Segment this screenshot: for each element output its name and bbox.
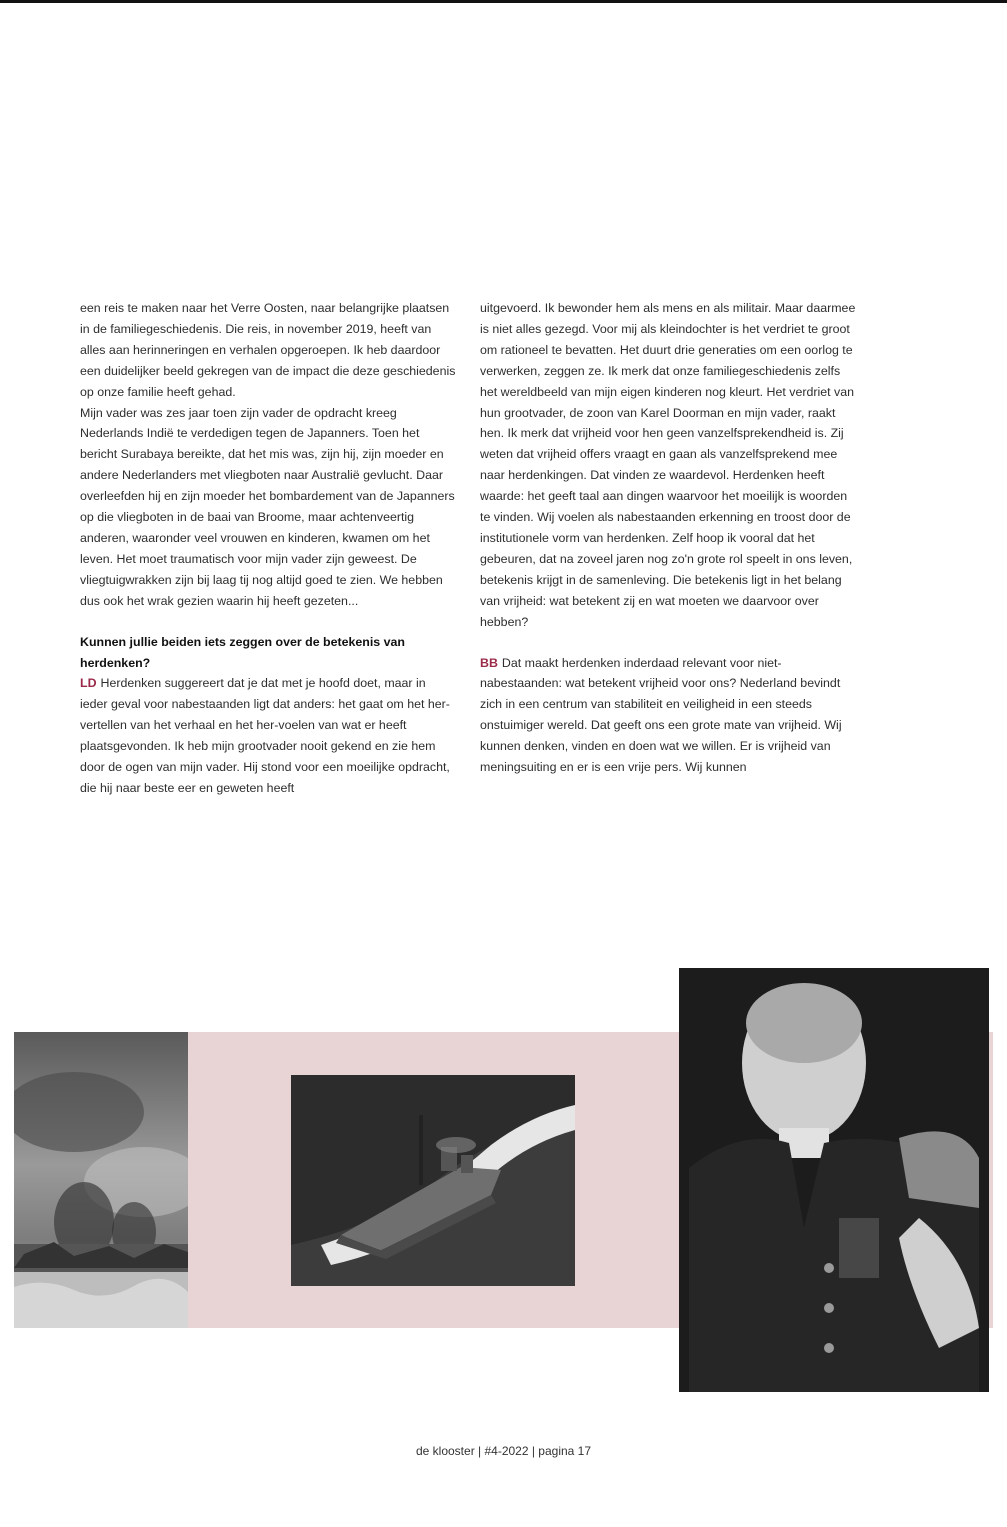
answer-ld — [80, 673, 456, 798]
answer-bb — [480, 653, 856, 778]
article-column-right — [480, 298, 856, 778]
top-border — [0, 0, 1007, 3]
interview-question: Kunnen jullie beiden iets zeggen over de betekenis van herdenken? — [80, 634, 405, 670]
page-footer: de klooster | #4-2022 | pagina 17 — [415, 1444, 592, 1458]
paragraph-father: Mijn vader was zes jaar toen zijn vader de opdracht kreeg Nederlands Indië te verdedigen tegen de Japanners. Toen het bericht Surabaya bereikte, dat het mis was, zijn hij, zijn moeder en andere Nederlanders met vliegboten naar Australië gevlucht. Daar overleefden hij en zijn moeder het bombardement van de Japanners op die vliegboten in de baai van Broome, maar achtenveertig anderen, waaronder veel vrouwen en kinderen, kwamen om het leven. Het moet traumatisch voor mijn vader zijn geweest. De vliegtuigwrakken zijn bij laag tij nog altijd goed te zien. We hebben dus ook het wrak gezien waarin hij heeft gezeten... — [80, 405, 455, 608]
speaker-bb: BB — [480, 655, 498, 670]
article-column-left — [80, 298, 456, 799]
paragraph-trip: een reis te maken naar het Verre Oosten, naar belangrijke plaatsen in de familiegeschiedenis. Die reis, in november 2019, heeft van alles aan herinneringen en verhalen opgeroepen. Ik heb daardoor een duidelijker beeld gekregen van de impact die deze geschiedenis op onze familie heeft gehad. — [80, 301, 456, 399]
paragraph-continuation: uitgevoerd. Ik bewonder hem als mens en als militair. Maar daarmee is niet alles gezegd. Voor mij als kleindochter is het verdriet te groot om rationeel te bevatten. Het duurt drie generaties om een oorlog te verwerken, zeggen ze. Ik merk dat onze familiegeschiedenis zelfs het wereldbeeld van mijn eigen kinderen nog kleurt. Het verdriet van hun grootvader, de zoon van Karel Doorman en mijn vader, raakt hen. Ik merk dat vrijheid voor hen geen vanzelfsprekendheid is. Zij weten dat vrijheid offers vraagt en gaan als vanzelfsprekend mee naar herdenkingen. Dat vinden ze waardevol. Herdenken heeft waarde: het geeft taal aan dingen waarvoor het moeilijk is woorden te vinden. Wij voelen als nabestaanden erkenning en troost door de institutionele vorm van herdenken. Zelf hoop ik vooral dat het gebeuren, dat na zoveel jaren nog zo'n grote rol speelt in ons leven, betekenis krijgt in de samenleving. Die betekenis ligt in het belang van vrijheid: wat betekent zij en wat moeten we daarvoor over hebben? — [480, 301, 856, 629]
answer-bb-text: Dat maakt herdenken inderdaad relevant voor niet-nabestaanden: wat betekent vrijheid voor ons? Nederland bevindt zich in een centrum van stabiliteit en veiligheid in een steeds onstuimiger wereld. Dat geeft ons een grote mate van vrijheid. Wij kunnen denken, vinden en doen wat we willen. Er is vrijheid van meningsuiting en er is een vrije pers. Wij kunnen — [480, 655, 842, 775]
destroyer-ship-photo — [291, 1075, 575, 1286]
naval-officer-portrait — [679, 968, 989, 1392]
speaker-ld: LD — [80, 676, 97, 691]
answer-ld-text: Herdenken suggereert dat je dat met je hoofd doet, maar in ieder geval voor nabestaanden ligt dat anders: het gaat om het her-vertellen van het verhaal en het her-voelen van wat er heeft plaatsgevonden. Ik heb mijn grootvader nooit gekend en zie hem door de ogen van mijn vader. Hij stond voor een moeilijke opdracht, die hij naar beste eer en geweten heeft — [80, 676, 450, 795]
naval-battle-photo — [14, 1032, 188, 1328]
